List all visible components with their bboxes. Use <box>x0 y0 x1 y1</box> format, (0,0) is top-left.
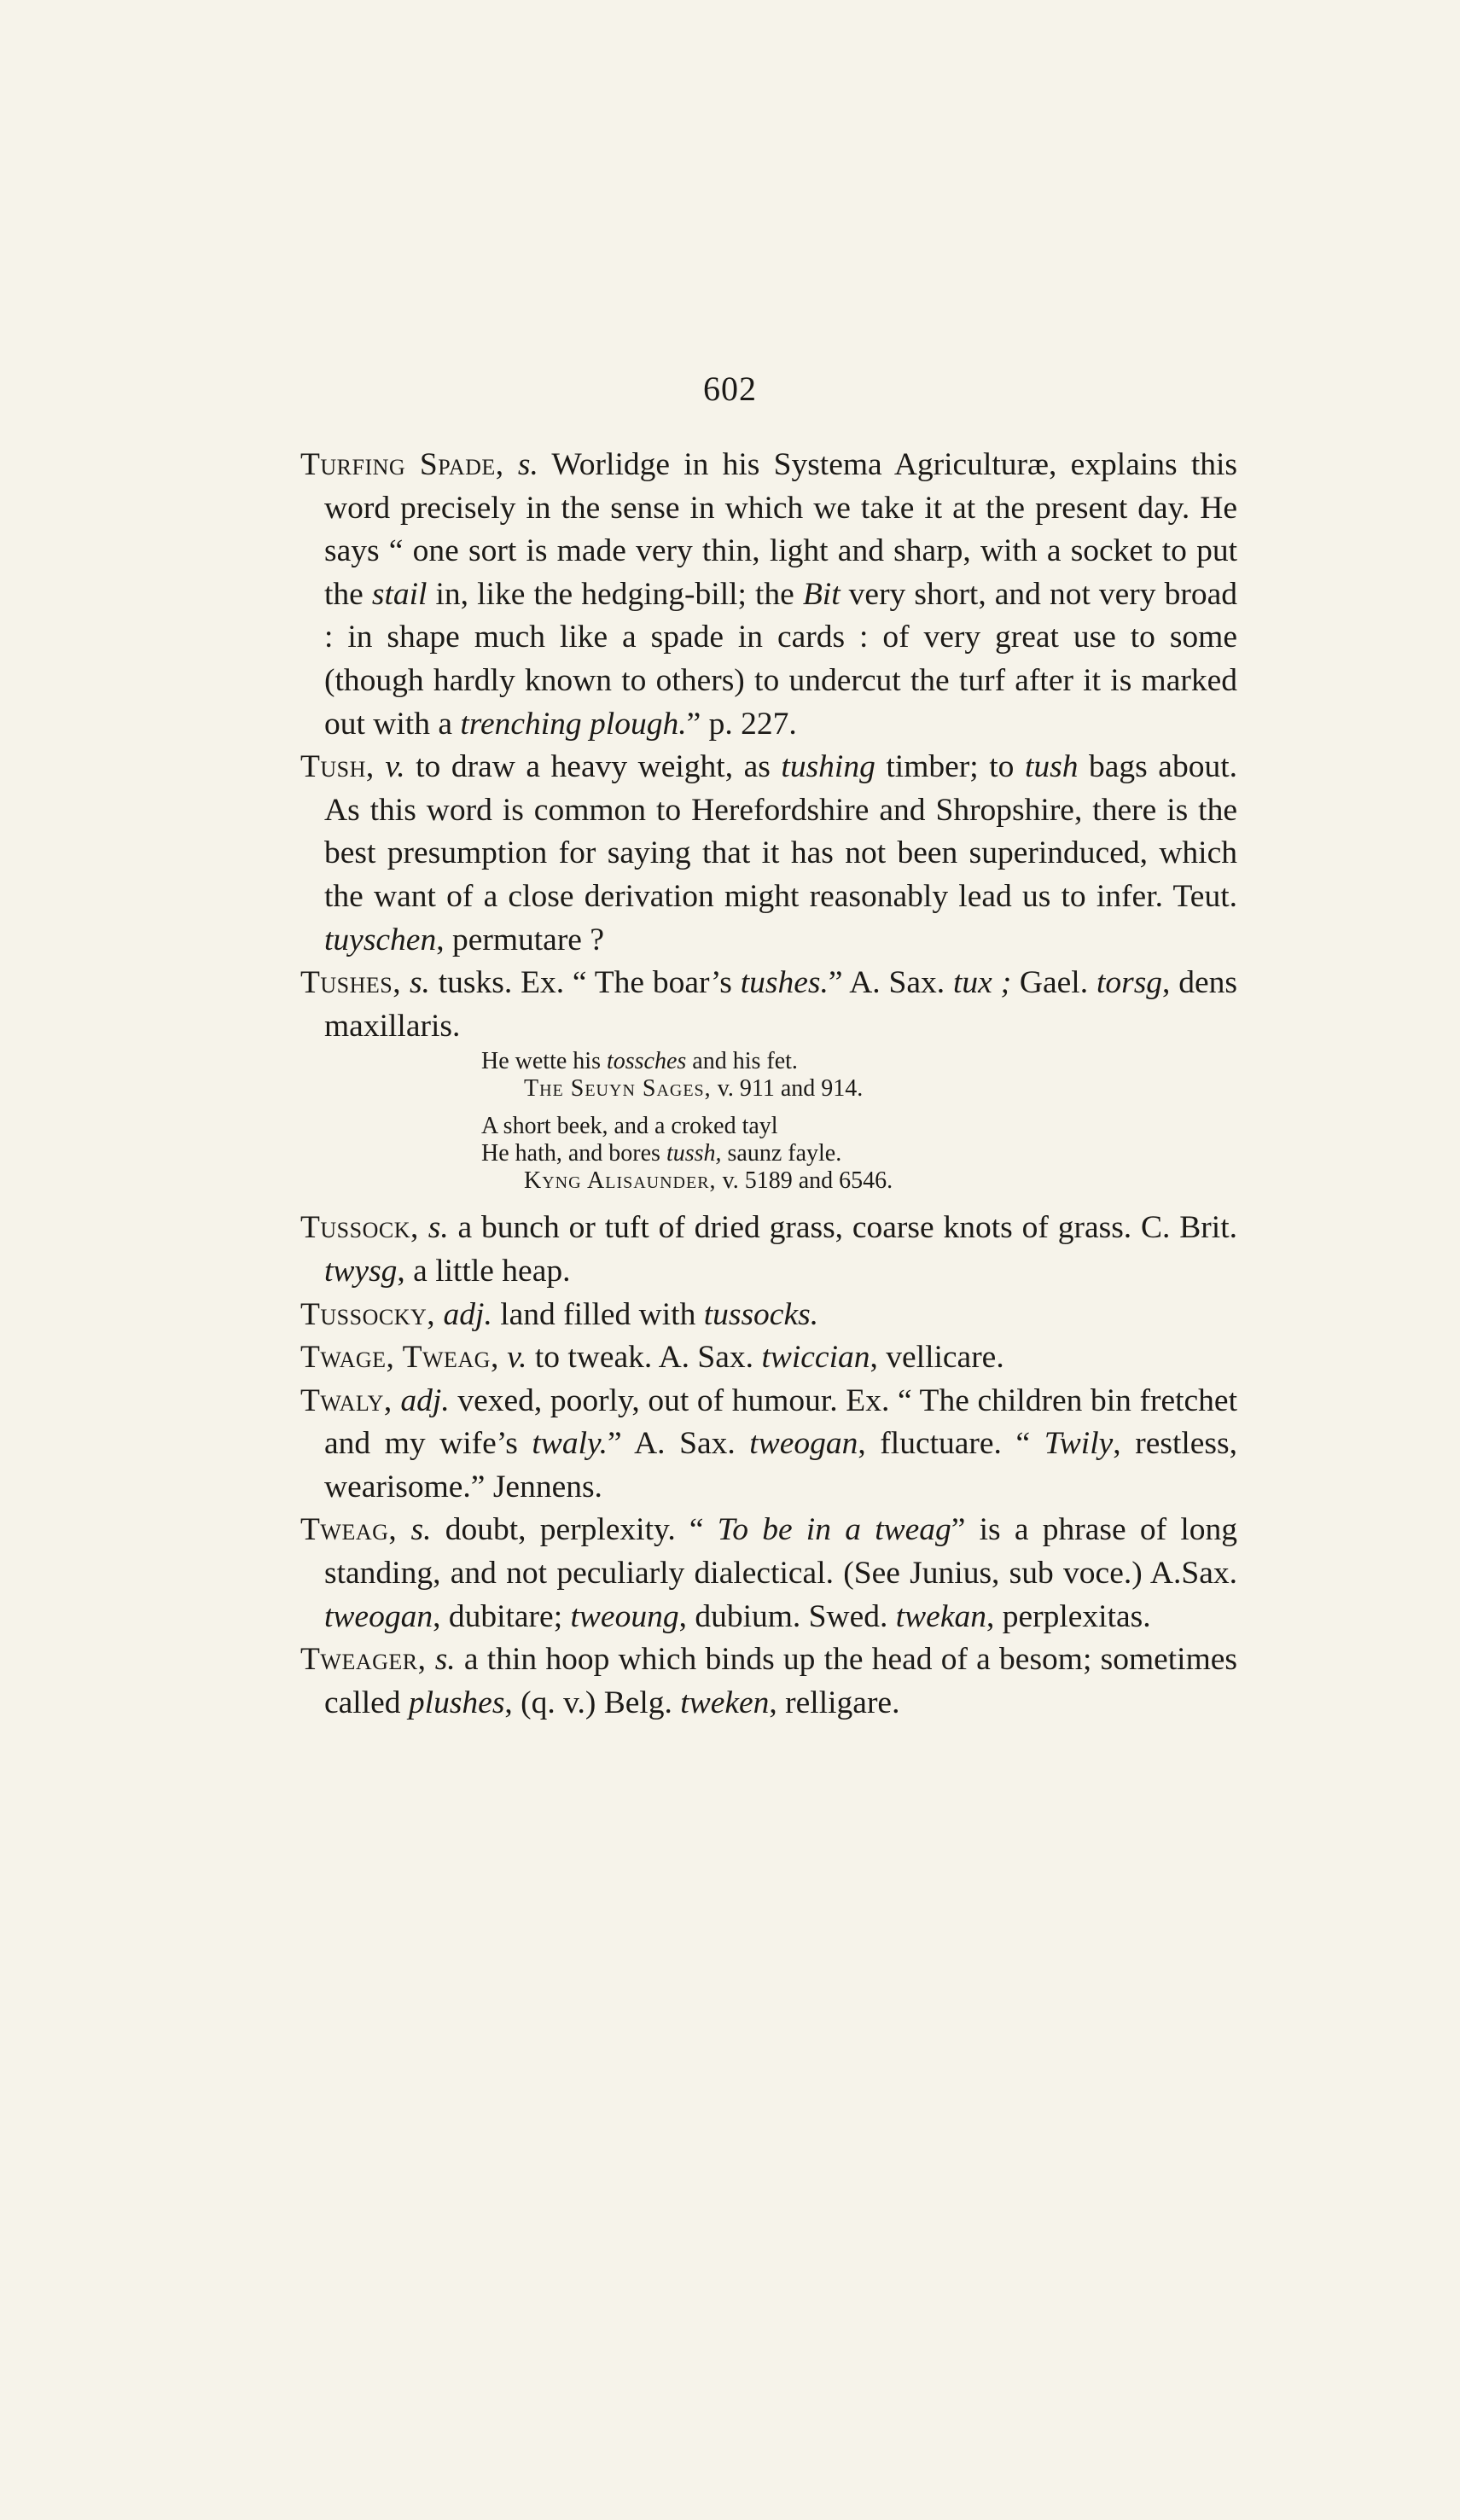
definition-text: , dens maxillaris. <box>324 965 1237 1044</box>
definition-text: , fluctuare. “ <box>858 1426 1044 1462</box>
headword: Tweager, <box>300 1642 427 1678</box>
italic-term: stail <box>371 576 428 612</box>
part-of-speech: v. <box>507 1340 527 1376</box>
citation <box>481 1075 1237 1103</box>
definition-text: , permutare ? <box>436 922 604 957</box>
definition-text: doubt, perplexity. “ <box>431 1512 718 1548</box>
italic-term: tux ; <box>952 965 1012 1001</box>
italic-term: tushes. <box>740 965 829 1001</box>
entry-tussocky <box>300 1294 1237 1337</box>
entry-turfing-spade <box>300 444 1237 746</box>
definition-text: vexed, poorly, out of humour. Ex. “ The children bin fretchet and my wife’s <box>324 1382 1237 1462</box>
italic-term: To be in a tweag <box>717 1512 951 1548</box>
definition-text: ” is a phrase of long standing, and not peculiarly dialectical. (See Junius, sub voce.) A.Sax. <box>324 1512 1237 1592</box>
definition-text: , restless, wearisome.” Jennens. <box>324 1426 1237 1504</box>
definition-text: , perplexitas. <box>986 1598 1151 1634</box>
citation-ref: v. 911 and 914. <box>711 1075 864 1103</box>
italic-term: tush <box>1024 749 1079 785</box>
entry-twaly <box>300 1380 1237 1510</box>
entry-tweager <box>300 1638 1237 1725</box>
headword: Tushes, <box>300 965 402 1001</box>
part-of-speech: s. <box>428 1210 449 1246</box>
italic-term: twekan <box>895 1598 986 1634</box>
italic-term: tussocks. <box>703 1296 819 1332</box>
quote-line <box>481 1140 1237 1167</box>
italic-term: tweogan <box>749 1426 858 1462</box>
definition-text: , dubitare; <box>433 1598 571 1634</box>
headword: Twaly, <box>300 1382 393 1418</box>
definition-text: Gael. <box>1011 965 1096 1001</box>
citation <box>481 1167 1237 1195</box>
definition-text: bags about. As this word is common to Herefordshire and Shropshire, there is the best presumption for saying that it has not been superinduced, which the want of a close derivation might reasonably lead us to infer. Teut. <box>324 749 1237 914</box>
page-number: 602 <box>703 370 757 408</box>
entry-tushes <box>300 962 1237 1048</box>
definition-text: ” A. Sax. <box>828 965 953 1001</box>
headword: Tussock, <box>300 1210 419 1246</box>
definition-text: Worlidge in his Systema Agriculturæ, explains this word precisely in the sense in which we take it at the present day. He says “ one sort is made very thin, light and sharp, with a socket to put the <box>324 447 1237 612</box>
dictionary-text <box>300 444 1237 1725</box>
definition-text: ” A. Sax. <box>607 1426 750 1462</box>
definition-text: land filled with <box>492 1296 704 1332</box>
quote-line: A short beek, and a croked tayl <box>481 1113 778 1140</box>
quote-line <box>481 1048 1237 1075</box>
definition-text: tusks. Ex. “ The boar’s <box>429 965 741 1001</box>
headword: Twage, Tweag, <box>300 1340 499 1376</box>
citation-source: The Seuyn Sages, <box>524 1075 712 1103</box>
italic-term: tweken <box>680 1685 770 1720</box>
italic-term: Bit <box>802 576 841 612</box>
quotation-seuyn-sages <box>300 1048 1237 1103</box>
definition-text: very short, and not very broad : in shape much like a spade in cards : of very great use to some (though hardly known to others) to undercut the turf after it is marked out with a <box>324 576 1237 742</box>
italic-term: tweogan <box>324 1598 433 1634</box>
italic-term: Twily <box>1044 1426 1114 1462</box>
italic-term: tushing <box>781 749 875 785</box>
definition-text: to tweak. A. Sax. <box>526 1340 762 1376</box>
italic-term: torsg <box>1096 965 1163 1001</box>
definition-text: , dubium. Swed. <box>678 1598 896 1634</box>
definition-text: , vellicare. <box>870 1340 1004 1376</box>
quote-text: saunz fayle. <box>721 1140 842 1167</box>
definition-text: ” p. 227. <box>686 706 797 742</box>
part-of-speech: s. <box>409 965 430 1001</box>
italic-term: twysg <box>324 1253 398 1289</box>
entry-twage <box>300 1336 1237 1380</box>
part-of-speech: s. <box>517 447 538 482</box>
part-of-speech: s. <box>410 1512 432 1548</box>
italic-term: tossches <box>606 1048 687 1075</box>
definition-text: in, like the hedging-bill; the <box>427 576 803 612</box>
entry-tussock <box>300 1207 1237 1293</box>
part-of-speech: v. <box>385 749 405 785</box>
part-of-speech: adj. <box>400 1382 450 1418</box>
italic-term: tussh, <box>666 1140 722 1167</box>
definition-text: to draw a heavy weight, as <box>404 749 782 785</box>
headword: Turfing Spade, <box>300 447 504 482</box>
definition-text: timber; to <box>875 749 1025 785</box>
definition-text: a bunch or tuft of dried grass, coarse knots of grass. C. Brit. <box>448 1210 1237 1246</box>
italic-term: tuyschen <box>324 922 437 957</box>
headword: Tweag, <box>300 1512 398 1548</box>
definition-text: a thin hoop which binds up the head of a besom; sometimes called <box>324 1642 1237 1720</box>
italic-term: tweoung <box>570 1598 679 1634</box>
quote-text: and his fet. <box>686 1048 798 1075</box>
definition-text: , a little heap. <box>397 1253 571 1289</box>
quote-text: He hath, and bores <box>481 1140 666 1167</box>
part-of-speech: adj. <box>443 1296 492 1332</box>
citation-ref: v. 5189 and 6546. <box>716 1167 893 1195</box>
entry-tush <box>300 746 1237 962</box>
definition-text: , (q. v.) Belg. <box>504 1685 681 1720</box>
italic-term: twaly. <box>532 1426 608 1462</box>
citation-source: Kyng Alisaunder, <box>524 1167 717 1195</box>
italic-term: twiccian <box>761 1340 870 1376</box>
definition-text: , relligare. <box>769 1685 900 1720</box>
headword: Tussocky, <box>300 1296 436 1332</box>
part-of-speech: s. <box>434 1642 456 1678</box>
quotation-kyng-alisaunder <box>300 1113 1237 1195</box>
quote-text: He wette his <box>481 1048 607 1075</box>
italic-term: plushes <box>408 1685 505 1720</box>
headword: Tush, <box>300 749 375 785</box>
italic-term: trenching plough. <box>460 706 687 742</box>
entry-tweag <box>300 1509 1237 1638</box>
